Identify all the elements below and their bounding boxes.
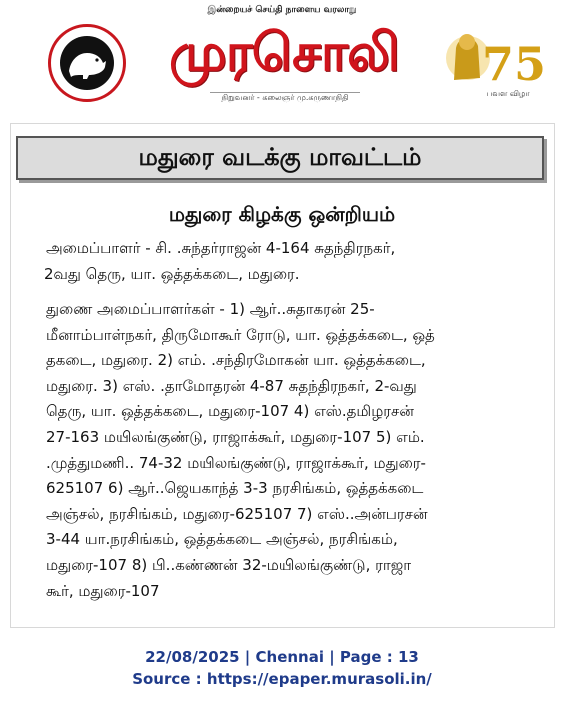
organizer-line: அமைப்பாளர் - சி. .சுந்தர்ராஜன் 4-164 சுதந்திரநகர், (46, 239, 396, 257)
district-heading: மதுரை வடக்கு மாவட்டம் (138, 142, 422, 171)
footer-source-link[interactable]: Source : https://epaper.murasoli.in/ (132, 670, 432, 688)
deputy-line: தகடை, மதுரை. 2) எம். .சந்திரமோகன் யா. ஒத்தக்கடை, (46, 351, 426, 370)
deputy-organizers-paragraph (46, 297, 554, 604)
deputy-line: .முத்துமணி.. 74-32 மயிலங்குண்டு, ராஜாக்கூர், மதுரை- (46, 453, 426, 472)
deputy-line: தெரு, யா. ஒத்தக்கடை, மதுரை-107 4) எஸ்.தமிழரசன் (46, 402, 414, 421)
svg-text:பவள விழா: பவள விழா (486, 89, 530, 98)
deputy-line: அஞ்சல், நரசிங்கம், மதுரை-625107 7) எஸ்..அன்பரசன் (46, 504, 428, 523)
masthead-sub-tagline: நிறுவனர் - கலைஞர் மு.கருணாநிதி (210, 92, 360, 105)
deputy-line: கூர், மதுரை-107 (46, 581, 160, 600)
masthead (0, 0, 564, 118)
organizer-line: 2வது தெரு, யா. ஒத்தக்கடை, மதுரை. (44, 264, 300, 283)
anniversary-badge (430, 18, 547, 108)
deputy-line: துணை அமைப்பாளர்கள் - 1) ஆர்..சுதாகரன் 25- (46, 300, 375, 318)
deputy-line: 27-163 மயிலங்குண்டு, ராஜாக்கூர், மதுரை-107 5) எம். (46, 427, 425, 446)
deputy-line: மதுரை. 3) எஸ். .தாமோதரன் 4-87 சுதந்திரநகர், 2-வது (46, 376, 417, 395)
deputy-line: 3-44 யா.நரசிங்கம், ஒத்தக்கடை அஞ்சல், நரசிங்கம், (46, 530, 398, 549)
party-emblem-icon (48, 24, 126, 102)
deputy-line: 625107 6) ஆர்..ஜெயகாந்த் 3-3 நரசிங்கம், ஒத்தக்கடை (46, 479, 424, 498)
district-heading-box (16, 136, 544, 180)
deputy-line: மீனாம்பாள்நகர், திருமோகூர் ரோடு, யா. ஒத்தக்கடை, ஒத் (46, 325, 435, 344)
organizer-paragraph (46, 236, 554, 287)
masthead-tagline: இன்றையச் செய்தி நாளைய வரலாறு (207, 5, 357, 15)
svg-text:75: 75 (482, 37, 547, 91)
footer-date-line: 22/08/2025 | Chennai | Page : 13 (145, 648, 419, 666)
deputy-line: மதுரை-107 8) பி..கண்ணன் 32-மயிலங்குண்டு, ராஜா (46, 555, 412, 574)
union-heading: மதுரை கிழக்கு ஒன்றியம் (168, 202, 396, 226)
newspaper-logo: முரசொலி (169, 23, 399, 83)
